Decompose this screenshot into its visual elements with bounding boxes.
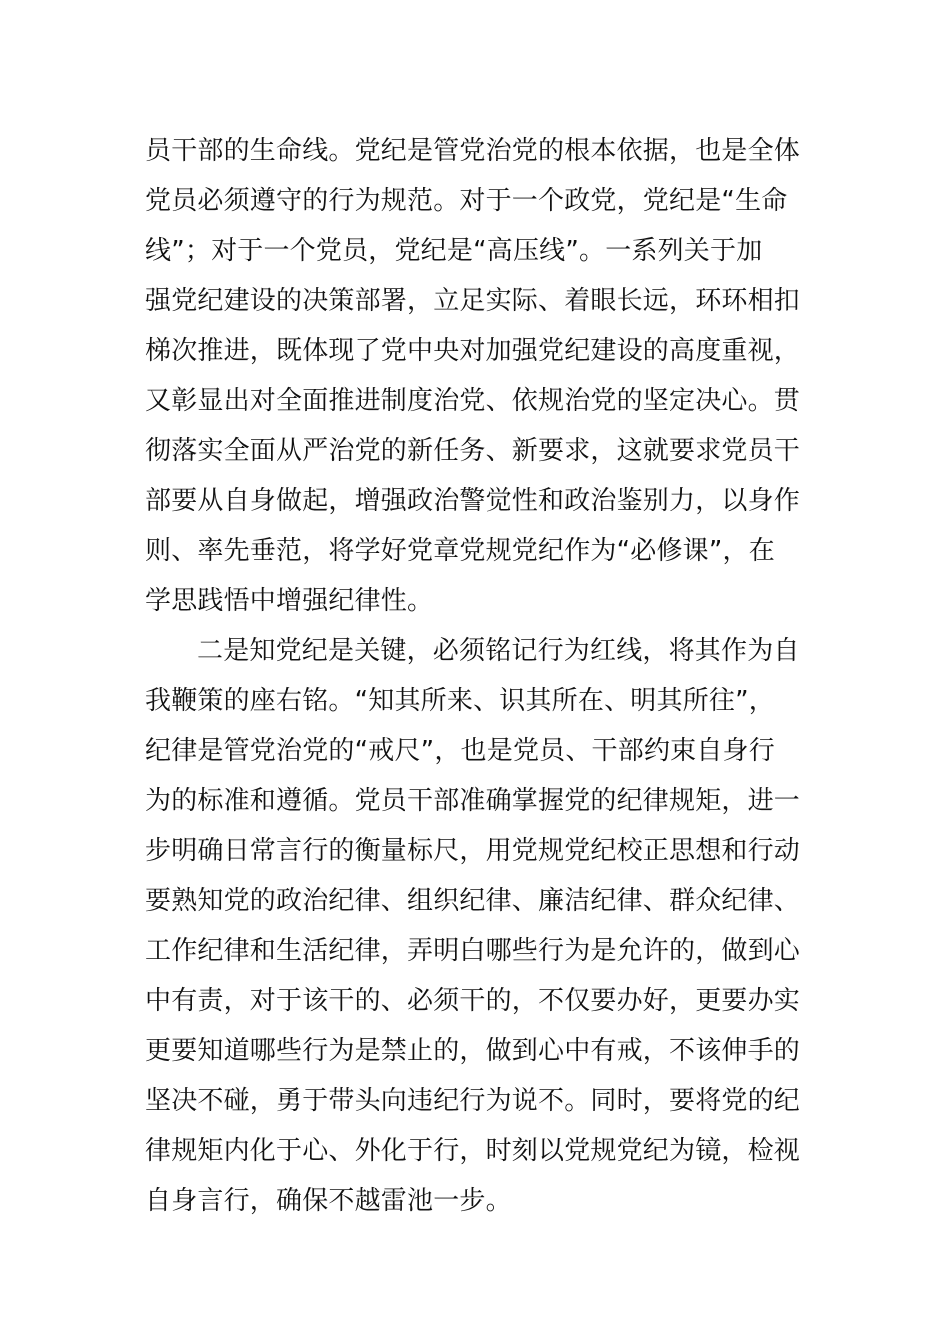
- text-line: 则、率先垂范，将学好党章党规党纪作为“必修课”，在: [145, 536, 775, 566]
- text-line: 更要知道哪些行为是禁止的，做到心中有戒，不该伸手的: [145, 1036, 801, 1066]
- text-line: 线”；对于一个党员，党纪是“高压线”。一系列关于加: [145, 236, 763, 266]
- text-line: 我鞭策的座右铭。“知其所来、识其所在、明其所往”，: [145, 686, 775, 716]
- text-line: 学思践悟中增强纪律性。: [145, 586, 434, 616]
- body-text: [145, 126, 810, 1226]
- text-line: 彻落实全面从严治党的新任务、新要求，这就要求党员干: [145, 436, 801, 466]
- paragraph-2: [145, 626, 810, 1226]
- text-line: 部要从自身做起，增强政治警觉性和政治鉴别力，以身作: [145, 486, 801, 516]
- text-line: 强党纪建设的决策部署，立足实际、着眼长远，环环相扣: [145, 286, 801, 316]
- text-line: 纪律是管党治党的“戒尺”，也是党员、干部约束自身行: [145, 736, 775, 766]
- text-line: 律规矩内化于心、外化于行，时刻以党规党纪为镜，检视: [145, 1136, 801, 1166]
- text-line: 又彰显出对全面推进制度治党、依规治党的坚定决心。贯: [145, 386, 801, 416]
- text-line: 中有责，对于该干的、必须干的，不仅要办好，更要办实: [145, 986, 801, 1016]
- text-line: 梯次推进，既体现了党中央对加强党纪建设的高度重视，: [145, 336, 801, 366]
- text-line: 为的标准和遵循。党员干部准确掌握党的纪律规矩，进一: [145, 786, 801, 816]
- text-line: 二是知党纪是关键，必须铭记行为红线，将其作为自: [197, 636, 800, 666]
- text-line: 党员必须遵守的行为规范。对于一个政党，党纪是“生命: [145, 186, 788, 216]
- text-line: 要熟知党的政治纪律、组织纪律、廉洁纪律、群众纪律、: [145, 886, 801, 916]
- text-line: 步明确日常言行的衡量标尺，用党规党纪校正思想和行动: [145, 836, 801, 866]
- text-line: 自身言行，确保不越雷池一步。: [145, 1186, 512, 1216]
- paragraph-1: [145, 126, 810, 626]
- text-line: 坚决不碰，勇于带头向违纪行为说不。同时，要将党的纪: [145, 1086, 801, 1116]
- text-line: 员干部的生命线。党纪是管党治党的根本依据，也是全体: [145, 136, 801, 166]
- text-line: 工作纪律和生活纪律，弄明白哪些行为是允许的，做到心: [145, 936, 801, 966]
